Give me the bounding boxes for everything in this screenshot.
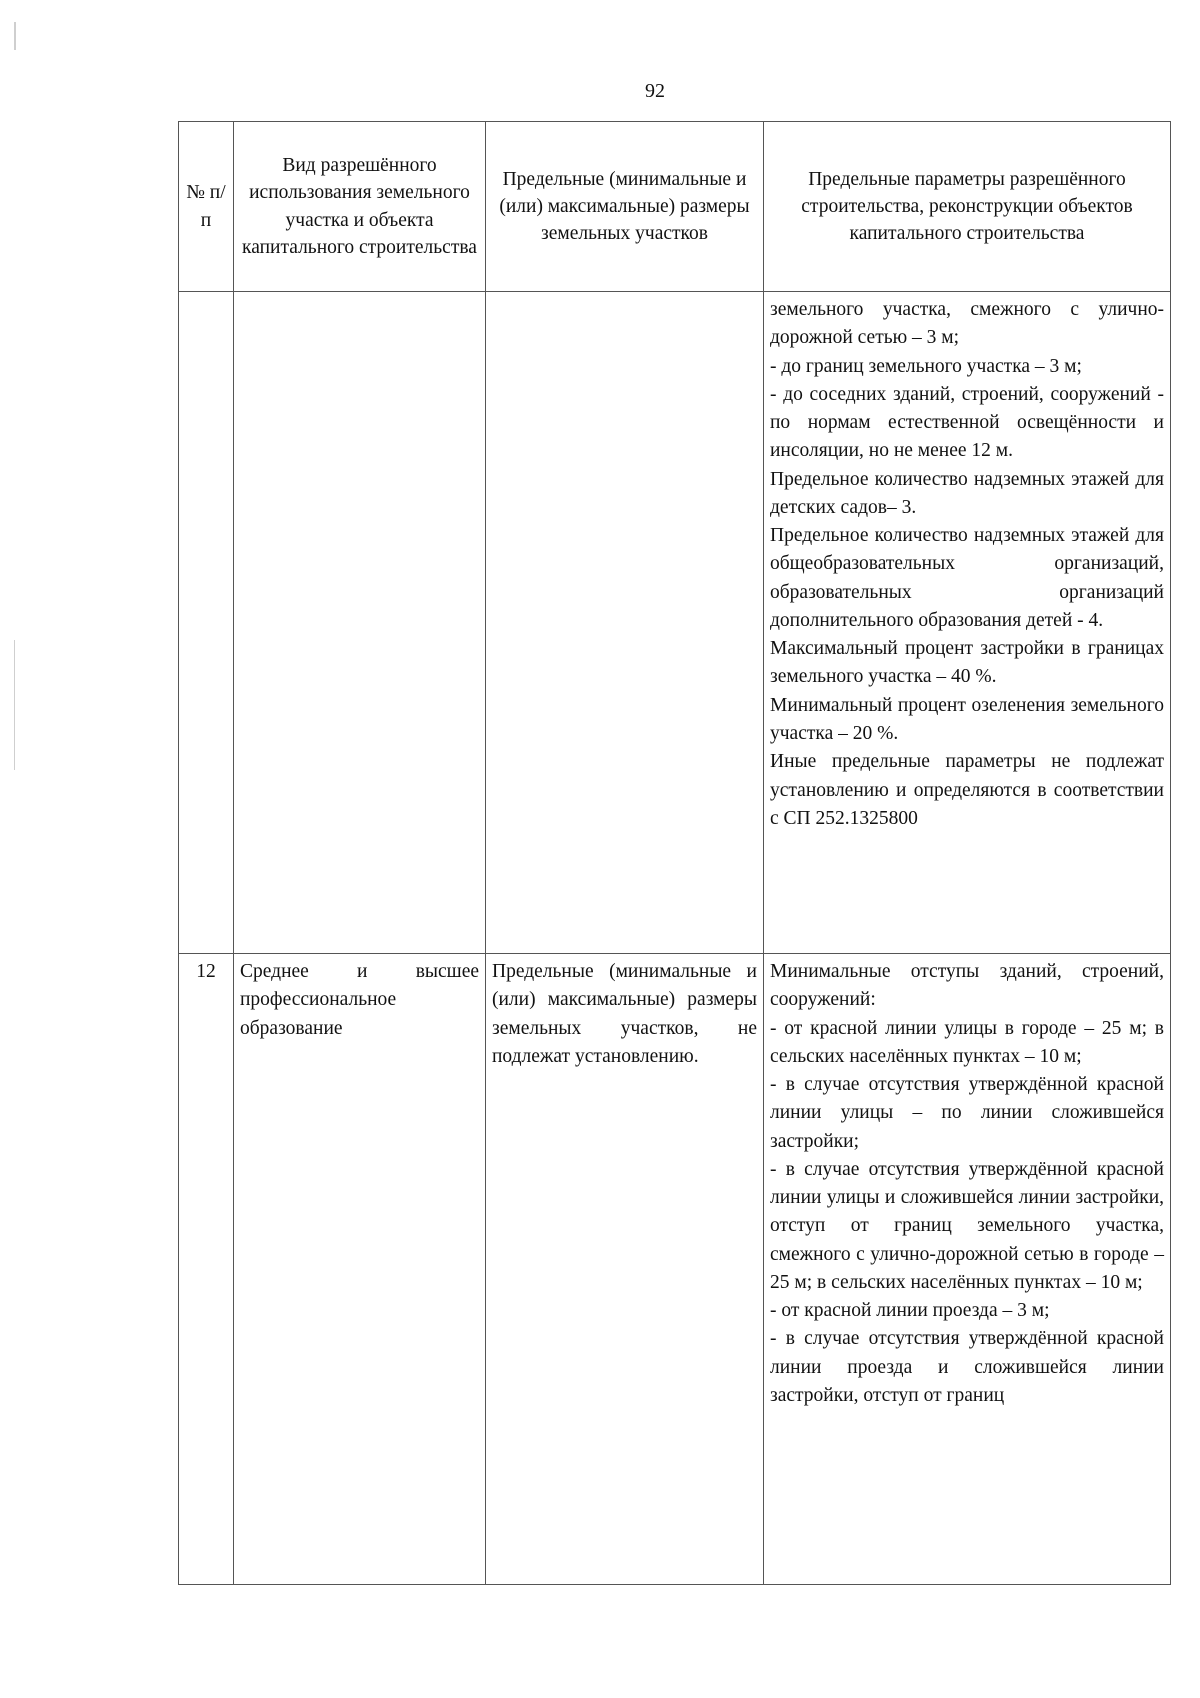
param-line: Минимальные отступы зданий, строений, сооружений:	[770, 961, 1164, 1011]
param-line: Иные предельные параметры не подлежат установлению и определяются в соответствии с СП 252.1325800	[770, 751, 1164, 829]
header-params: Предельные параметры разрешённого строительства, реконструкции объектов капитального строительства	[764, 122, 1171, 292]
header-number: № п/п	[179, 122, 234, 292]
param-line: Минимальный процент озеленения земельного участка – 20 %.	[770, 694, 1164, 744]
row-plot-sizes: Предельные (минимальные и (или) максимальные) размеры земельных участков, не подлежат установлению.	[486, 954, 764, 1585]
table-row	[179, 954, 1171, 1585]
param-line: Предельное количество надземных этажей для общеобразовательных организаций, образовательных организаций дополнительного образования детей - 4.	[770, 525, 1164, 631]
row-plot-sizes	[486, 292, 764, 954]
param-line: - в случае отсутствия утверждённой красной линии улицы и сложившейся линии застройки, отступ от границ земельного участка, смежного с улично-дорожной сетью в городе – 25 м; в сельских населённых пунктах – 10 м;	[770, 1158, 1164, 1293]
header-plot-sizes: Предельные (минимальные и (или) максимальные) размеры земельных участков	[486, 122, 764, 292]
row-number: 12	[179, 954, 234, 1585]
param-line: - до границ земельного участка – 3 м;	[770, 355, 1082, 377]
table-row	[179, 292, 1171, 954]
param-line: Максимальный процент застройки в границах земельного участка – 40 %.	[770, 638, 1164, 688]
param-line: - от красной линии проезда – 3 м;	[770, 1300, 1050, 1322]
scan-edge-mark-middle	[14, 640, 15, 770]
row-use-type: Среднее и высшее профессиональное образование	[234, 954, 486, 1585]
param-line: - от красной линии улицы в городе – 25 м; в сельских населённых пунктах – 10 м;	[770, 1017, 1164, 1067]
row-number	[179, 292, 234, 954]
regulations-table	[178, 121, 1171, 1585]
param-line: - в случае отсутствия утверждённой красной линии улицы – по линии сложившейся застройки;	[770, 1074, 1164, 1152]
table-header-row	[179, 122, 1171, 292]
scan-edge-mark-top	[14, 22, 16, 50]
param-line: Предельное количество надземных этажей для детских садов– 3.	[770, 468, 1164, 518]
row-params	[764, 292, 1171, 954]
param-line: земельного участка, смежного с улично-дорожной сетью – 3 м;	[770, 299, 1164, 349]
param-line: - в случае отсутствия утверждённой красной линии проезда и сложившейся линии застройки, отступ от границ	[770, 1328, 1164, 1406]
row-params	[764, 954, 1171, 1585]
row-use-type	[234, 292, 486, 954]
header-use-type: Вид разрешённого использования земельного участка и объекта капитального строительства	[234, 122, 486, 292]
page-number: 92	[645, 80, 665, 102]
param-line: - до соседних зданий, строений, сооружений - по нормам естественной освещённости и инсоляции, но не менее 12 м.	[770, 383, 1164, 462]
